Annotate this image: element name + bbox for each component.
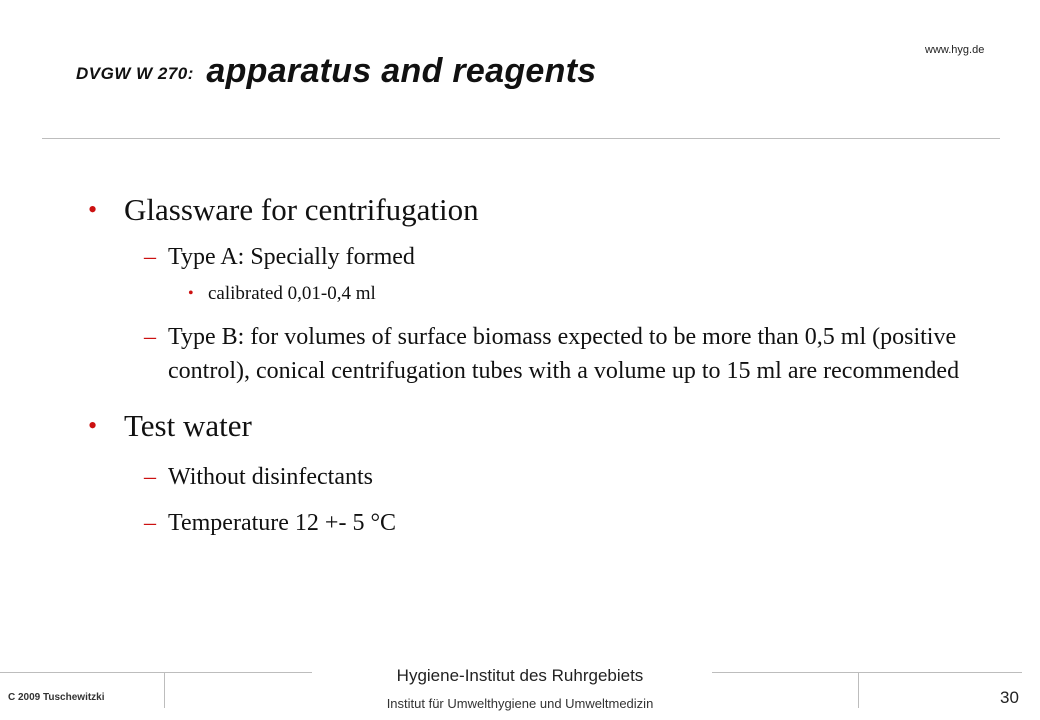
- bullet-item-test-water: [88, 406, 974, 446]
- subitem-without-disinfectants: [144, 460, 968, 494]
- dash-icon: –: [144, 510, 156, 536]
- subitem-type-b: [144, 320, 968, 388]
- footer-separator-left: [164, 672, 165, 708]
- slide-title: [76, 52, 597, 91]
- subsubitem-calibrated: [188, 280, 1040, 308]
- dot-icon: •: [188, 285, 194, 302]
- institute-name: Hygiene-Institut des Ruhrgebiets: [396, 666, 644, 685]
- dash-icon: –: [144, 464, 156, 490]
- footer-separator-right: [858, 672, 859, 708]
- dash-icon: –: [144, 324, 156, 350]
- bullet-text: Glassware for centrifugation: [124, 192, 479, 227]
- title-prefix: DVGW W 270:: [76, 64, 194, 83]
- site-url[interactable]: www.hyg.de: [925, 44, 985, 56]
- dash-icon: –: [144, 244, 156, 270]
- bullet-icon: •: [88, 195, 98, 224]
- bullet-item-glassware: [88, 190, 974, 230]
- page-number: 30: [1000, 688, 1019, 707]
- copyright: C 2009 Tuschewitzki: [8, 692, 105, 703]
- subitem-temperature: [144, 506, 968, 540]
- slide-content: [0, 190, 1040, 540]
- subitem-text: Without disinfectants: [168, 464, 373, 490]
- subitem-type-a: [144, 240, 968, 274]
- subitem-text: Type B: for volumes of surface biomass expected to be more than 0,5 ml (positive control), conical centrifugation tubes with a volume up to 15 ml are recommended: [168, 324, 960, 384]
- footer-line-right: [712, 672, 1022, 673]
- institute-subtitle: Institut für Umwelthygiene und Umweltmedizin: [386, 696, 654, 711]
- title-main: apparatus and reagents: [206, 52, 597, 90]
- bullet-text: Test water: [124, 408, 252, 443]
- bullet-icon: •: [88, 411, 98, 440]
- subsubitem-text: calibrated 0,01-0,4 ml: [208, 283, 376, 304]
- subitem-text: Type A: Specially formed: [168, 244, 415, 270]
- footer-line-left: [0, 672, 312, 673]
- subitem-text: Temperature 12 +- 5 °C: [168, 510, 397, 536]
- title-divider: [42, 138, 1000, 139]
